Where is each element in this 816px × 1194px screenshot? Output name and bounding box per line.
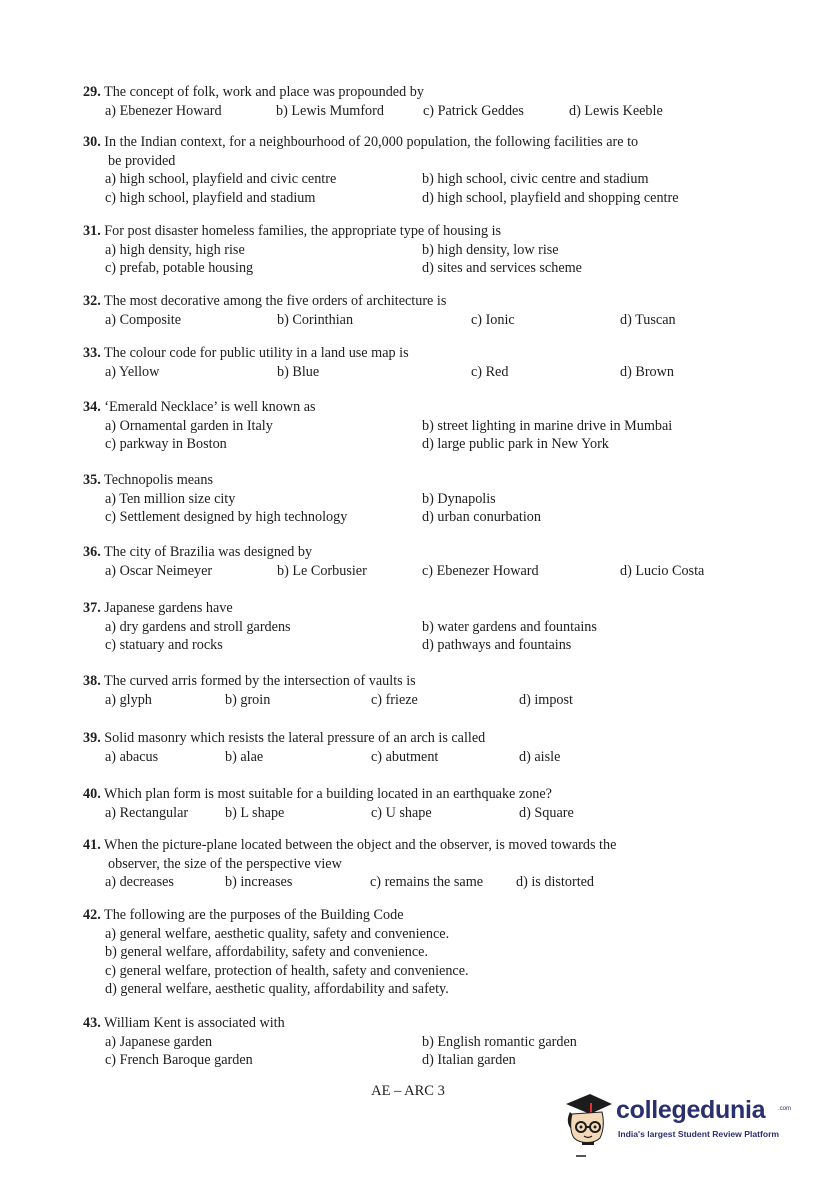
question-number: 39.: [83, 730, 101, 746]
question-stem: When the picture-plane located between the object and the observer, is moved towards the: [104, 837, 617, 853]
question-stem: The concept of folk, work and place was propounded by: [104, 84, 424, 100]
option-c: c) French Baroque garden: [105, 1052, 253, 1068]
question-stem: The following are the purposes of the Building Code: [104, 907, 404, 923]
option-b: b) water gardens and fountains: [422, 618, 597, 635]
option-a: a) dry gardens and stroll gardens: [105, 618, 291, 635]
question-number: 30.: [83, 134, 101, 150]
option-d: d) general welfare, aesthetic quality, affordability and safety.: [105, 981, 449, 997]
option-a: a) Composite: [105, 311, 182, 328]
question-number: 29.: [83, 84, 101, 100]
option-a: a) Ebenezer Howard: [105, 102, 222, 119]
option-d: d) Lewis Keeble: [569, 102, 663, 119]
option-b: b) L shape: [225, 804, 285, 821]
option-b: b) Le Corbusier: [277, 562, 367, 579]
option-d: d) Tuscan: [620, 311, 676, 328]
option-b: b) increases: [225, 874, 293, 890]
option-b: b) high density, low rise: [422, 241, 559, 258]
option-c: c) parkway in Boston: [105, 436, 227, 452]
brand-name: collegedunia: [616, 1096, 766, 1124]
option-c: c) high school, playfield and stadium: [105, 189, 316, 206]
question-stem: Solid masonry which resists the lateral pressure of an arch is called: [104, 730, 486, 746]
question-39: [83, 729, 733, 766]
question-stem: ‘Emerald Necklace’ is well known as: [104, 399, 316, 415]
option-a: a) general welfare, aesthetic quality, safety and convenience.: [105, 925, 450, 942]
option-b: b) English romantic garden: [422, 1033, 577, 1050]
question-stem: For post disaster homeless families, the appropriate type of housing is: [104, 223, 502, 239]
option-c: c) Settlement designed by high technology: [105, 509, 348, 525]
question-42: [83, 906, 733, 999]
question-number: 40.: [83, 786, 101, 802]
question-stem: The most decorative among the five orders of architecture is: [104, 293, 447, 309]
question-number: 42.: [83, 907, 101, 923]
page-footer-code: AE – ARC 3: [371, 1083, 445, 1099]
question-stem: William Kent is associated with: [104, 1015, 285, 1031]
option-b: b) groin: [225, 691, 271, 708]
brand-tagline: India's largest Student Review Platform: [618, 1129, 780, 1139]
option-c: c) Ionic: [471, 311, 515, 328]
option-d: d) impost: [519, 691, 573, 708]
option-a: a) Ten million size city: [105, 490, 236, 507]
question-29: [83, 83, 733, 120]
option-a: a) abacus: [105, 748, 159, 765]
option-a: a) high density, high rise: [105, 241, 245, 258]
question-number: 37.: [83, 600, 101, 616]
question-36: [83, 543, 733, 580]
option-d: d) aisle: [519, 748, 561, 765]
question-stem-continued: be provided: [108, 152, 176, 169]
option-d: d) Square: [519, 804, 574, 821]
option-b: b) general welfare, affordability, safety and convenience.: [105, 944, 429, 960]
question-31: [83, 222, 733, 278]
question-stem: In the Indian context, for a neighbourhood of 20,000 population, the following facilities are to: [104, 134, 639, 150]
option-c: c) frieze: [371, 691, 418, 708]
option-c: c) statuary and rocks: [105, 637, 223, 653]
option-b: b) street lighting in marine drive in Mumbai: [422, 417, 673, 434]
option-d: d) Italian garden: [422, 1052, 516, 1068]
question-34: [83, 398, 733, 454]
question-number: 32.: [83, 293, 101, 309]
question-33: [83, 344, 733, 381]
question-number: 36.: [83, 544, 101, 560]
question-43: [83, 1014, 733, 1070]
option-c: c) U shape: [371, 804, 432, 821]
option-d: d) large public park in New York: [422, 436, 609, 452]
option-b: b) Lewis Mumford: [276, 102, 384, 119]
question-32: [83, 292, 733, 329]
option-c: c) prefab, potable housing: [105, 260, 254, 276]
question-stem: Japanese gardens have: [104, 600, 233, 616]
option-a: a) Yellow: [105, 363, 160, 380]
option-d: d) Brown: [620, 363, 674, 380]
mascot-icon: [560, 1090, 616, 1160]
option-b: b) alae: [225, 748, 264, 765]
option-d: d) high school, playfield and shopping centre: [422, 189, 679, 206]
option-d: d) is distorted: [516, 874, 595, 890]
option-d: d) sites and services scheme: [422, 260, 582, 276]
question-number: 31.: [83, 223, 101, 239]
option-b: b) Corinthian: [277, 311, 354, 328]
option-b: b) Dynapolis: [422, 490, 496, 507]
option-a: a) Japanese garden: [105, 1033, 213, 1050]
collegedunia-watermark: [560, 1090, 790, 1160]
question-41: [83, 836, 733, 892]
option-a: a) Oscar Neimeyer: [105, 562, 213, 579]
option-a: a) high school, playfield and civic centre: [105, 171, 337, 187]
question-38: [83, 672, 733, 709]
option-d: d) urban conurbation: [422, 509, 541, 525]
question-number: 43.: [83, 1015, 101, 1031]
question-stem: The curved arris formed by the intersection of vaults is: [104, 673, 416, 689]
option-a: a) Rectangular: [105, 804, 189, 821]
question-stem-continued: observer, the size of the perspective view: [108, 855, 342, 872]
question-37: [83, 599, 733, 655]
question-stem: Technopolis means: [104, 472, 213, 488]
question-number: 41.: [83, 837, 101, 853]
question-number: 35.: [83, 472, 101, 488]
brand-suffix: .com: [778, 1106, 792, 1112]
option-c: c) remains the same: [370, 874, 484, 890]
option-b: b) Blue: [277, 363, 320, 380]
option-b: b) high school, civic centre and stadium: [422, 171, 649, 187]
question-30: [83, 133, 733, 207]
question-35: [83, 471, 733, 527]
option-d: d) pathways and fountains: [422, 637, 572, 653]
option-c: c) abutment: [371, 748, 439, 765]
option-d: d) Lucio Costa: [620, 562, 705, 579]
question-40: [83, 785, 733, 822]
option-a: a) Ornamental garden in Italy: [105, 417, 273, 434]
option-c: c) Red: [471, 363, 509, 380]
question-number: 38.: [83, 673, 101, 689]
option-c: c) general welfare, protection of health, safety and convenience.: [105, 962, 469, 979]
option-a: a) decreases: [105, 874, 174, 890]
question-stem: Which plan form is most suitable for a building located in an earthquake zone?: [104, 786, 552, 802]
question-stem: The city of Brazilia was designed by: [104, 544, 313, 560]
question-stem: The colour code for public utility in a land use map is: [104, 345, 409, 361]
question-number: 33.: [83, 345, 101, 361]
option-c: c) Ebenezer Howard: [422, 562, 539, 579]
option-a: a) glyph: [105, 691, 152, 708]
option-c: c) Patrick Geddes: [423, 102, 524, 119]
question-number: 34.: [83, 399, 101, 415]
